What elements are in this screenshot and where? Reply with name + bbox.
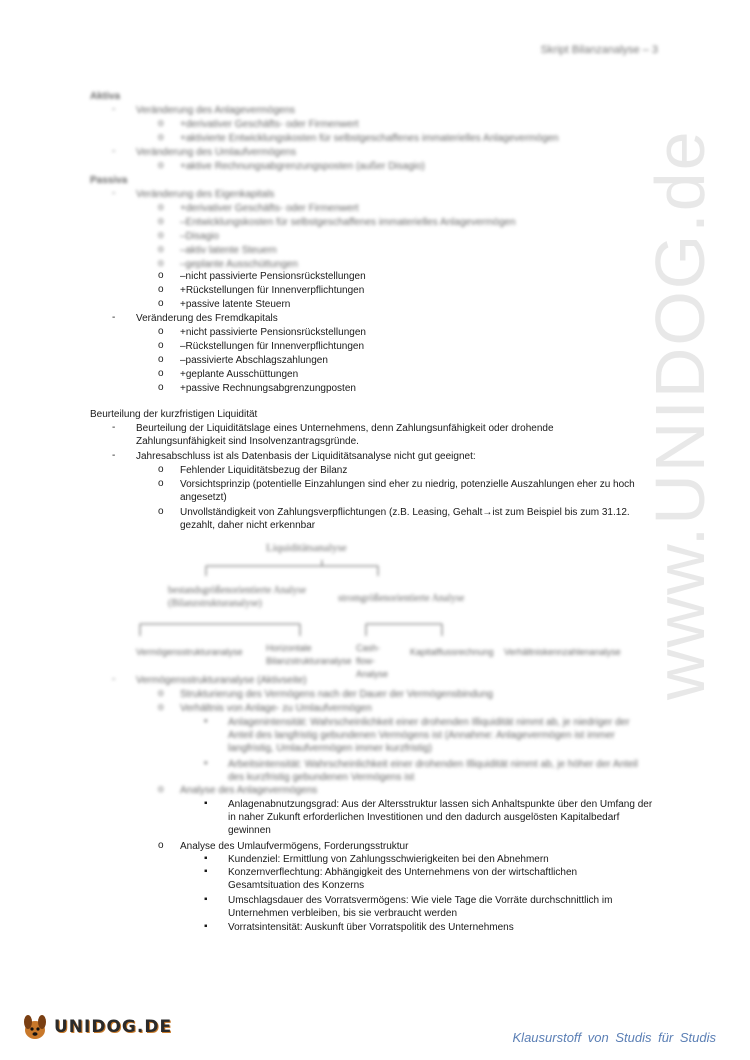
list-item: Vorsichtsprinzip (potentielle Einzahlungen sind eher zu niedrig, potenzielle Auszahlungen eher zu hoch angesetzt) bbox=[180, 479, 635, 503]
unidog-logo[interactable] bbox=[20, 1012, 172, 1042]
aktiva-item: Veränderung des Umlaufvermögens bbox=[136, 147, 297, 158]
ek-sub: –geplante Ausschüttungen bbox=[180, 259, 298, 270]
analyse-bullet: Arbeitsintensität: Wahrscheinlichkeit einer drohenden Illiquidität nimmt ab, je höher der Anteil des kurzfristig gebundenen Vermögens ist bbox=[228, 759, 638, 783]
analyse-bullet: Umschlagsdauer des Vorratsvermögens: Wie viele Tage die Vorräte durchschnittlich im Unternehmen verbleiben, bis sie verbraucht werden bbox=[228, 895, 613, 919]
analyse-bullet: Kundenziel: Ermittlung von Zahlungsschwierigkeiten bei den Abnehmern bbox=[228, 854, 549, 865]
watermark: www.UNIDOG.de bbox=[641, 129, 719, 700]
aktiva-sub: +aktive Rechnungsabgrenzungsposten (außer Disagio) bbox=[180, 161, 425, 172]
page-header-title: Skript Bilanzanalyse – 3 bbox=[540, 44, 658, 56]
diagram-leaf: Kapitalflussrechnung bbox=[410, 647, 494, 657]
analyse-bullet: Anlagenintensität: Wahrscheinlichkeit einer drohenden Illiquidität nimmt ab, je niedriger der Anteil des langfristig gebundenen Vermögens ist (Annahme: Anlagevermögen ist immer langfristig, Umlaufvermögen immer kurzfristig) bbox=[228, 717, 630, 754]
fk-sub: +passive Rechnungsabgrenzungposten bbox=[180, 383, 356, 394]
list-item: Unvollständigkeit von Zahlungsverpflichtungen (z.B. Leasing, Gehalt→ist zum Beispiel bis zum 31.12. gezahlt, daher nicht erkennbar bbox=[180, 507, 630, 531]
ek-sub: +Rückstellungen für Innenverpflichtungen bbox=[180, 285, 365, 296]
fk-sub: –Rückstellungen für Innenverpflichtungen bbox=[180, 341, 365, 352]
section-heading: Beurteilung der kurzfristigen Liquidität bbox=[90, 409, 258, 420]
diagram-leaf: Horizontale Bilanzstrukturanalyse bbox=[266, 643, 352, 666]
logo-text: UNIDOG.DE bbox=[54, 1017, 173, 1037]
diagram-root: Liquiditätsanalyse bbox=[266, 542, 347, 554]
aktiva-item: Veränderung des Anlagevermögens bbox=[136, 105, 296, 116]
paragraph: Beurteilung der Liquiditätslage eines Unternehmens, denn Zahlungsunfähigkeit oder drohende Zahlungsunfähigkeit sind Insolvenzantragsgründe. bbox=[136, 423, 554, 447]
ek-label: Veränderung des Eigenkapitals bbox=[136, 189, 275, 200]
ek-sub: –nicht passivierte Pensionsrückstellungen bbox=[180, 271, 366, 282]
passiva-heading: Passiva bbox=[90, 175, 128, 186]
list-item: Fehlender Liquiditätsbezug der Bilanz bbox=[180, 465, 348, 476]
analyse-sub: Verhältnis von Anlage- zu Umlaufvermögen bbox=[180, 703, 372, 714]
aktiva-sub: +derivativer Geschäfts- oder Firmenwert bbox=[180, 119, 359, 130]
fk-sub: +geplante Ausschüttungen bbox=[180, 369, 299, 380]
analyse-bullet: Anlagenabnutzungsgrad: Aus der Altersstruktur lassen sich Anhaltspunkte über den Umfang der in naher Zukunft erforderlichen Investitionen und den dadurch ausgelösten Kapitalbedarf gewinnen bbox=[228, 799, 653, 836]
fk-label: Veränderung des Fremdkapitals bbox=[136, 313, 278, 324]
diagram-node: bestandsgrößenorientierte Analyse (Bilanzstrukturanalyse) bbox=[168, 585, 307, 609]
aktiva-sub: +aktivierte Entwicklungskosten für selbstgeschaffenes immaterielles Anlagevermögen bbox=[180, 133, 559, 144]
footer-tagline: Klausurstoff von Studis für Studis bbox=[512, 1030, 716, 1045]
anlage-label: Analyse des Anlagevermögens bbox=[180, 785, 318, 796]
fk-sub: +nicht passivierte Pensionsrückstellungen bbox=[180, 327, 366, 338]
ek-sub: +derivativer Geschäfts- oder Firmenwert bbox=[180, 203, 359, 214]
diagram-leaf: Cash-flow-Analyse bbox=[356, 643, 389, 679]
analyse-main: Vermögensstrukturanalyse (Aktivseite) bbox=[136, 675, 307, 686]
dog-icon bbox=[20, 1012, 50, 1042]
ek-sub: +passive latente Steuern bbox=[180, 299, 291, 310]
diagram-leaf: Vermögensstrukturanalyse bbox=[136, 647, 243, 657]
fk-sub: –passivierte Abschlagszahlungen bbox=[180, 355, 328, 366]
analyse-bullet: Konzernverflechtung: Abhängigkeit des Unternehmens von der wirtschaftlichen Gesamtsituation des Konzerns bbox=[228, 867, 578, 891]
umlauf-label: Analyse des Umlaufvermögens, Forderungsstruktur bbox=[180, 841, 409, 852]
analyse-sub: Strukturierung des Vermögens nach der Dauer der Vermögensbindung bbox=[180, 689, 493, 700]
aktiva-heading: Aktiva bbox=[90, 91, 121, 102]
paragraph: Jahresabschluss ist als Datenbasis der Liquiditätsanalyse nicht gut geeignet: bbox=[136, 451, 476, 462]
document-page: Skript Bilanzanalyse – 3 Aktiva - Veränderung des Anlagevermögens o +derivativer Geschäfts- oder Firmenwert o +aktivierte Entwicklungskosten für selbstgeschaffenes immaterielles Anlagevermögen - Veränderung des Umlaufvermögens o +aktive Rechnungsabgrenzungsposten (außer Disagio) Passiva - Veränderung des Eigenkapitals o +derivativer Geschäfts- oder Firmenwert o –Entwicklungskosten für selbstgeschaffenes immaterielles Anlagevermögen o –Disagio o –aktiv latente Steuern o –geplante Ausschüttungen o –nicht passivierte Pensionsrückstellungen o +Rückstellungen für Innenverpflichtungen o +passive latente Steuern - Veränderung des Fremdkapitals o +nicht passivierte Pensionsrückstellungen o –Rückstellungen für Innenverpflichtungen o –passivierte Abschlagszahlungen o +geplante Ausschüttungen o +passive Rechnungsabgrenzungposten Beurteilung der kurzfristigen Liquidität - Beurteilung der Liquiditätslage eines Unternehmens, denn Zahlungsunfähigkeit oder drohende Zahlungsunfähigkeit sind Insolvenzantragsgründe. - Jahresabschluss ist als Datenbasis der Liquiditätsanalyse nicht gut geeignet: o Fehlender Liquiditätsbezug der Bilanz o Vorsichtsprinzip (potentielle Einzahlungen sind eher zu niedrig, potenzielle Auszahlungen eher zu hoch angesetzt) o Unvollständigkeit von Zahlungsverpflichtungen (z.B. Leasing, Gehalt→ist zum Beispiel bis zum 31.12. gezahlt, daher nicht erkennbar Liquiditätsanalyse bestandsgrößenorientierte Analyse (Bilanzstrukturanalyse) stromgrößenorientierte Analyse Vermögensstrukturanalyse Horizontale Bilanzstrukturanalyse Cash-flow-Analyse Kapitalflussrechnung Verhältniskennzahlenanalyse - Vermögensstrukturanalyse (Aktivseite) o Strukturierung des Vermögens nach der Dauer der Vermögensbindung o Verhältnis von Anlage- zu Umlaufvermögen ▪ Anlagenintensität: Wahrscheinlichkeit einer drohenden Illiquidität nimmt ab, je niedriger der Anteil des langfristig gebundenen Vermögens ist (Annahme: Anlagevermögen ist immer langfristig, Umlaufvermögen immer kurzfristig) ▪ Arbeitsintensität: Wahrscheinlichkeit einer drohenden Illiquidität nimmt ab, je höher der Anteil des kurzfristig gebundenen Vermögens ist o Analyse des Anlagevermögens ▪ Anlagenabnutzungsgrad: Aus der Altersstruktur lassen sich Anhaltspunkte über den Umfang der in naher Zukunft erforderlichen Investitionen und den dadurch ausgelösten Kapitalbedarf gewinnen o Analyse des Umlaufvermögens, Forderungsstruktur ▪ Kundenziel: Ermittlung von Zahlungsschwierigkeiten bei den Abnehmern ▪ Konzernverflechtung: Abhängigkeit des Unternehmens von der wirtschaftlichen Gesamtsituation des Konzerns ▪ Umschlagsdauer des Vorratsvermögens: Wie viele Tage die Vorräte durchschnittlich im Unternehmen verbleiben, bis sie verbraucht werden ▪ Vorratsintensität: Auskunft über Vorratspolitik des Unternehmens www.UNIDOG.de UNIDOG.DE Klausurstoff von Studis für Studis bbox=[0, 0, 750, 1060]
analyse-bullet: Vorratsintensität: Auskunft über Vorratspolitik des Unternehmens bbox=[228, 922, 514, 933]
diagram-node: stromgrößenorientierte Analyse bbox=[338, 593, 465, 604]
ek-sub: –aktiv latente Steuern bbox=[180, 245, 277, 256]
ek-sub: –Disagio bbox=[180, 231, 219, 242]
ek-sub: –Entwicklungskosten für selbstgeschaffenes immaterielles Anlagevermögen bbox=[180, 217, 516, 228]
diagram-leaf: Verhältniskennzahlenanalyse bbox=[504, 647, 621, 657]
